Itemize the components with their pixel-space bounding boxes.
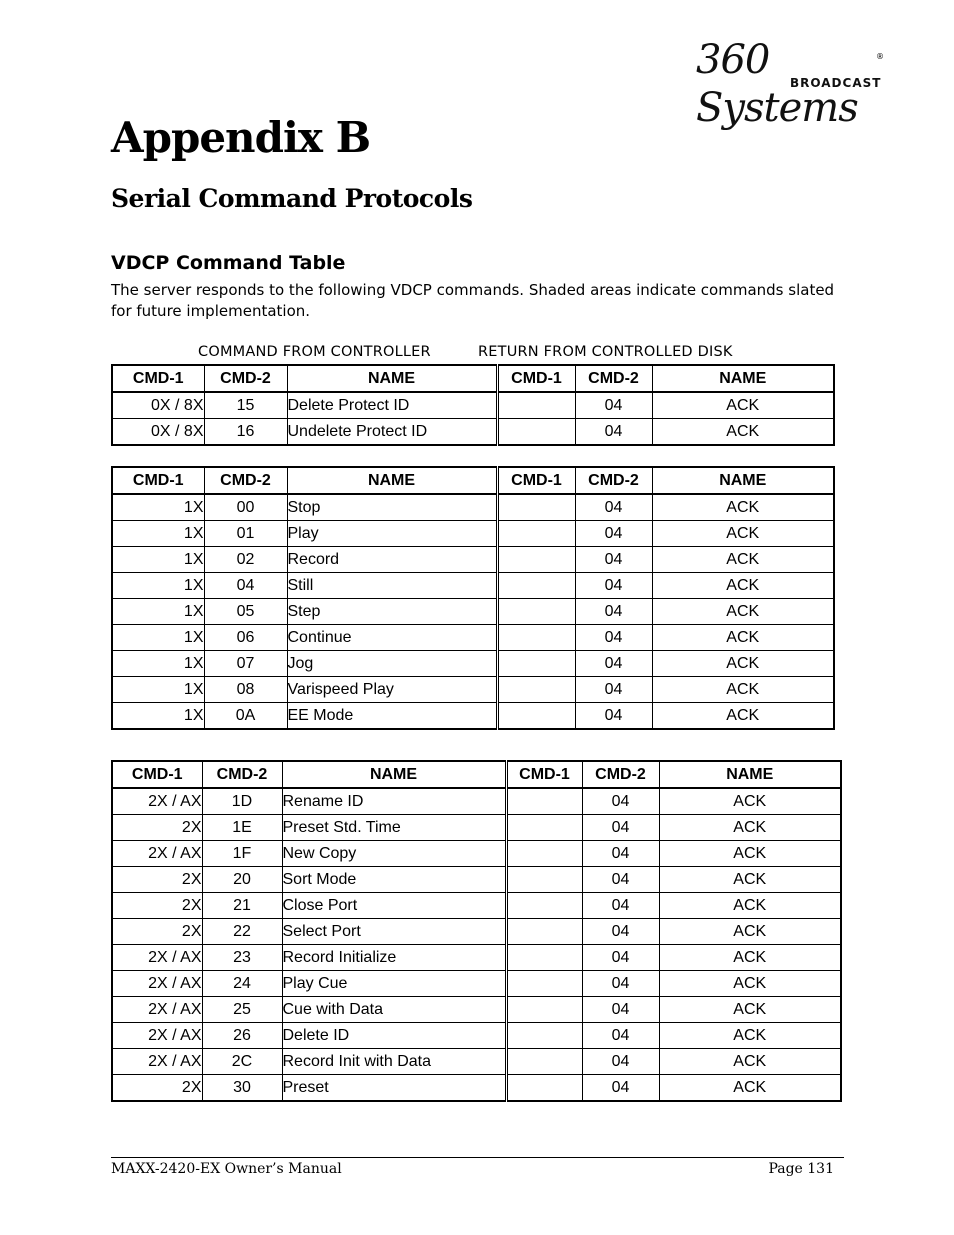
column-header-ret-cmd1: CMD-1 (506, 761, 582, 788)
table-row (112, 919, 841, 945)
table-header-row (112, 761, 841, 788)
cell-ret-cmd2: 04 (582, 1023, 659, 1049)
cell-ret-name: ACK (652, 547, 834, 573)
cell-name: Varispeed Play (287, 677, 497, 703)
command-table-2x (111, 760, 842, 1102)
cell-ret-name: ACK (659, 945, 841, 971)
cell-name: Select Port (282, 919, 506, 945)
cell-cmd2: 30 (202, 1075, 282, 1102)
page-title: Appendix B (111, 113, 371, 162)
cell-name: Still (287, 573, 497, 599)
cell-cmd2: 16 (204, 419, 287, 446)
table-row (112, 677, 834, 703)
cell-cmd1: 1X (112, 521, 204, 547)
footer-manual-title: MAXX-2420-EX Owner’s Manual (111, 1161, 342, 1177)
cell-name: Close Port (282, 893, 506, 919)
company-logo (694, 36, 890, 131)
cell-cmd1: 2X (112, 815, 202, 841)
cell-ret-cmd2: 04 (575, 392, 652, 419)
cell-name: Jog (287, 651, 497, 677)
cell-cmd1: 2X / AX (112, 945, 202, 971)
intro-paragraph: The server responds to the following VDCP commands. Shaded areas indicate commands slated for future implementation. (111, 281, 835, 320)
command-table-0x (111, 364, 835, 446)
cell-cmd2: 26 (202, 1023, 282, 1049)
cell-ret-cmd1 (497, 547, 575, 573)
logo-script-text: 360 Systems (696, 37, 858, 131)
cell-ret-name: ACK (659, 893, 841, 919)
cell-cmd2: 22 (202, 919, 282, 945)
table-row (112, 651, 834, 677)
cell-ret-name: ACK (652, 494, 834, 521)
cell-ret-cmd2: 04 (575, 651, 652, 677)
table-header-row (112, 365, 834, 392)
table-row (112, 573, 834, 599)
cell-cmd2: 23 (202, 945, 282, 971)
cell-name: New Copy (282, 841, 506, 867)
table-row (112, 997, 841, 1023)
cell-cmd2: 07 (204, 651, 287, 677)
cell-ret-cmd2: 04 (575, 547, 652, 573)
table-row (112, 494, 834, 521)
cell-ret-name: ACK (659, 1075, 841, 1102)
cell-cmd2: 20 (202, 867, 282, 893)
cell-ret-cmd1 (497, 703, 575, 730)
table-row (112, 521, 834, 547)
cell-cmd1: 2X / AX (112, 1049, 202, 1075)
table-row (112, 547, 834, 573)
cell-cmd2: 1F (202, 841, 282, 867)
cell-cmd2: 15 (204, 392, 287, 419)
cell-ret-name: ACK (652, 392, 834, 419)
cell-ret-cmd1 (497, 677, 575, 703)
cell-ret-cmd2: 04 (582, 841, 659, 867)
cell-name: Preset (282, 1075, 506, 1102)
cell-ret-name: ACK (659, 815, 841, 841)
cell-ret-cmd1 (506, 893, 582, 919)
cell-cmd2: 00 (204, 494, 287, 521)
cell-ret-cmd1 (506, 1049, 582, 1075)
cell-cmd2: 01 (204, 521, 287, 547)
cell-ret-cmd2: 04 (575, 703, 652, 730)
cell-cmd1: 1X (112, 651, 204, 677)
cell-name: Play (287, 521, 497, 547)
cell-cmd1: 2X / AX (112, 788, 202, 815)
cell-cmd1: 2X (112, 1075, 202, 1102)
cell-name: EE Mode (287, 703, 497, 730)
cell-ret-name: ACK (652, 573, 834, 599)
cell-ret-cmd2: 04 (582, 815, 659, 841)
cell-ret-cmd1 (506, 788, 582, 815)
cell-cmd1: 1X (112, 677, 204, 703)
cell-ret-cmd1 (497, 419, 575, 446)
cell-ret-name: ACK (659, 1023, 841, 1049)
cell-ret-cmd1 (506, 841, 582, 867)
table-row (112, 788, 841, 815)
cell-name: Stop (287, 494, 497, 521)
column-header-ret-name: NAME (659, 761, 841, 788)
table-row (112, 841, 841, 867)
cell-cmd2: 1D (202, 788, 282, 815)
table-row (112, 625, 834, 651)
cell-ret-cmd1 (497, 494, 575, 521)
cell-ret-name: ACK (652, 651, 834, 677)
cell-cmd2: 06 (204, 625, 287, 651)
table-row (112, 945, 841, 971)
cell-name: Preset Std. Time (282, 815, 506, 841)
cell-name: Record (287, 547, 497, 573)
table-row (112, 703, 834, 730)
cell-cmd1: 2X / AX (112, 997, 202, 1023)
cell-cmd1: 0X / 8X (112, 419, 204, 446)
cell-ret-name: ACK (659, 997, 841, 1023)
section-heading: Serial Command Protocols (111, 184, 473, 213)
cell-name: Undelete Protect ID (287, 419, 497, 446)
table-row (112, 867, 841, 893)
cell-cmd1: 2X (112, 893, 202, 919)
column-header-cmd2: CMD-2 (204, 365, 287, 392)
cell-cmd1: 0X / 8X (112, 392, 204, 419)
cell-ret-cmd2: 04 (582, 945, 659, 971)
cell-ret-cmd1 (506, 867, 582, 893)
cell-cmd2: 25 (202, 997, 282, 1023)
footer-page-number: Page 131 (768, 1161, 834, 1177)
column-header-ret-cmd1: CMD-1 (497, 365, 575, 392)
cell-ret-name: ACK (652, 521, 834, 547)
cell-cmd2: 21 (202, 893, 282, 919)
column-header-ret-name: NAME (652, 365, 834, 392)
cell-ret-cmd1 (497, 651, 575, 677)
cell-ret-cmd2: 04 (575, 677, 652, 703)
column-header-ret-cmd2: CMD-2 (582, 761, 659, 788)
table-row (112, 392, 834, 419)
cell-ret-cmd2: 04 (582, 893, 659, 919)
cell-ret-name: ACK (659, 919, 841, 945)
logo-registered-mark: ® (876, 52, 884, 61)
column-header-ret-cmd1: CMD-1 (497, 467, 575, 494)
cell-cmd2: 0A (204, 703, 287, 730)
cell-name: Sort Mode (282, 867, 506, 893)
cell-name: Record Initialize (282, 945, 506, 971)
column-header-ret-cmd2: CMD-2 (575, 365, 652, 392)
cell-cmd2: 1E (202, 815, 282, 841)
cell-ret-cmd1 (506, 1023, 582, 1049)
logo-broadcast-text: BROADCAST (790, 76, 882, 90)
table-row (112, 1049, 841, 1075)
cell-cmd2: 24 (202, 971, 282, 997)
column-header-ret-name: NAME (652, 467, 834, 494)
column-header-cmd1: CMD-1 (112, 761, 202, 788)
cell-name: Cue with Data (282, 997, 506, 1023)
column-header-ret-cmd2: CMD-2 (575, 467, 652, 494)
cell-cmd2: 05 (204, 599, 287, 625)
cell-ret-cmd2: 04 (582, 867, 659, 893)
cell-ret-cmd1 (506, 919, 582, 945)
cell-ret-cmd1 (506, 815, 582, 841)
cell-ret-name: ACK (659, 971, 841, 997)
cell-ret-cmd1 (506, 945, 582, 971)
cell-ret-name: ACK (659, 1049, 841, 1075)
cell-ret-cmd1 (506, 971, 582, 997)
cell-cmd1: 1X (112, 573, 204, 599)
cell-ret-name: ACK (659, 867, 841, 893)
cell-ret-cmd2: 04 (575, 419, 652, 446)
cell-cmd2: 02 (204, 547, 287, 573)
cell-ret-cmd2: 04 (582, 971, 659, 997)
cell-ret-cmd2: 04 (575, 599, 652, 625)
cell-cmd1: 2X (112, 919, 202, 945)
table-header-row (112, 467, 834, 494)
caption-controller: COMMAND FROM CONTROLLER (198, 344, 431, 360)
cell-cmd1: 1X (112, 494, 204, 521)
cell-ret-cmd2: 04 (582, 919, 659, 945)
cell-name: Delete Protect ID (287, 392, 497, 419)
cell-cmd1: 1X (112, 599, 204, 625)
cell-ret-cmd2: 04 (575, 573, 652, 599)
cell-name: Continue (287, 625, 497, 651)
cell-name: Step (287, 599, 497, 625)
cell-ret-cmd1 (497, 625, 575, 651)
cell-ret-cmd2: 04 (582, 788, 659, 815)
column-header-name: NAME (282, 761, 506, 788)
cell-cmd1: 1X (112, 625, 204, 651)
table-row (112, 1075, 841, 1102)
column-header-cmd1: CMD-1 (112, 467, 204, 494)
caption-controlled-disk: RETURN FROM CONTROLLED DISK (478, 344, 733, 360)
table-row (112, 893, 841, 919)
cell-name: Record Init with Data (282, 1049, 506, 1075)
cell-cmd1: 2X / AX (112, 971, 202, 997)
subsection-heading: VDCP Command Table (111, 252, 346, 274)
command-table-1x (111, 466, 835, 730)
cell-ret-name: ACK (652, 677, 834, 703)
cell-ret-name: ACK (652, 419, 834, 446)
cell-ret-cmd2: 04 (575, 494, 652, 521)
cell-cmd1: 1X (112, 547, 204, 573)
cell-ret-cmd2: 04 (582, 1049, 659, 1075)
cell-name: Rename ID (282, 788, 506, 815)
cell-cmd1: 2X (112, 867, 202, 893)
column-header-cmd1: CMD-1 (112, 365, 204, 392)
cell-ret-cmd2: 04 (582, 997, 659, 1023)
cell-name: Delete ID (282, 1023, 506, 1049)
column-header-cmd2: CMD-2 (204, 467, 287, 494)
cell-ret-name: ACK (652, 625, 834, 651)
table-row (112, 599, 834, 625)
column-header-cmd2: CMD-2 (202, 761, 282, 788)
cell-cmd1: 1X (112, 703, 204, 730)
table-row (112, 815, 841, 841)
table-row (112, 971, 841, 997)
cell-cmd1: 2X / AX (112, 841, 202, 867)
column-header-name: NAME (287, 467, 497, 494)
cell-ret-name: ACK (659, 841, 841, 867)
cell-ret-name: ACK (652, 703, 834, 730)
cell-ret-cmd1 (497, 599, 575, 625)
cell-cmd2: 2C (202, 1049, 282, 1075)
cell-ret-cmd1 (506, 1075, 582, 1102)
cell-ret-cmd1 (497, 392, 575, 419)
cell-ret-name: ACK (659, 788, 841, 815)
cell-ret-cmd2: 04 (582, 1075, 659, 1102)
cell-name: Play Cue (282, 971, 506, 997)
table-row (112, 1023, 841, 1049)
cell-cmd2: 04 (204, 573, 287, 599)
cell-ret-cmd1 (497, 521, 575, 547)
column-header-name: NAME (287, 365, 497, 392)
cell-ret-cmd2: 04 (575, 521, 652, 547)
cell-ret-name: ACK (652, 599, 834, 625)
cell-ret-cmd2: 04 (575, 625, 652, 651)
cell-ret-cmd1 (497, 573, 575, 599)
footer-rule (111, 1157, 844, 1158)
cell-cmd1: 2X / AX (112, 1023, 202, 1049)
table-row (112, 419, 834, 446)
cell-cmd2: 08 (204, 677, 287, 703)
cell-ret-cmd1 (506, 997, 582, 1023)
